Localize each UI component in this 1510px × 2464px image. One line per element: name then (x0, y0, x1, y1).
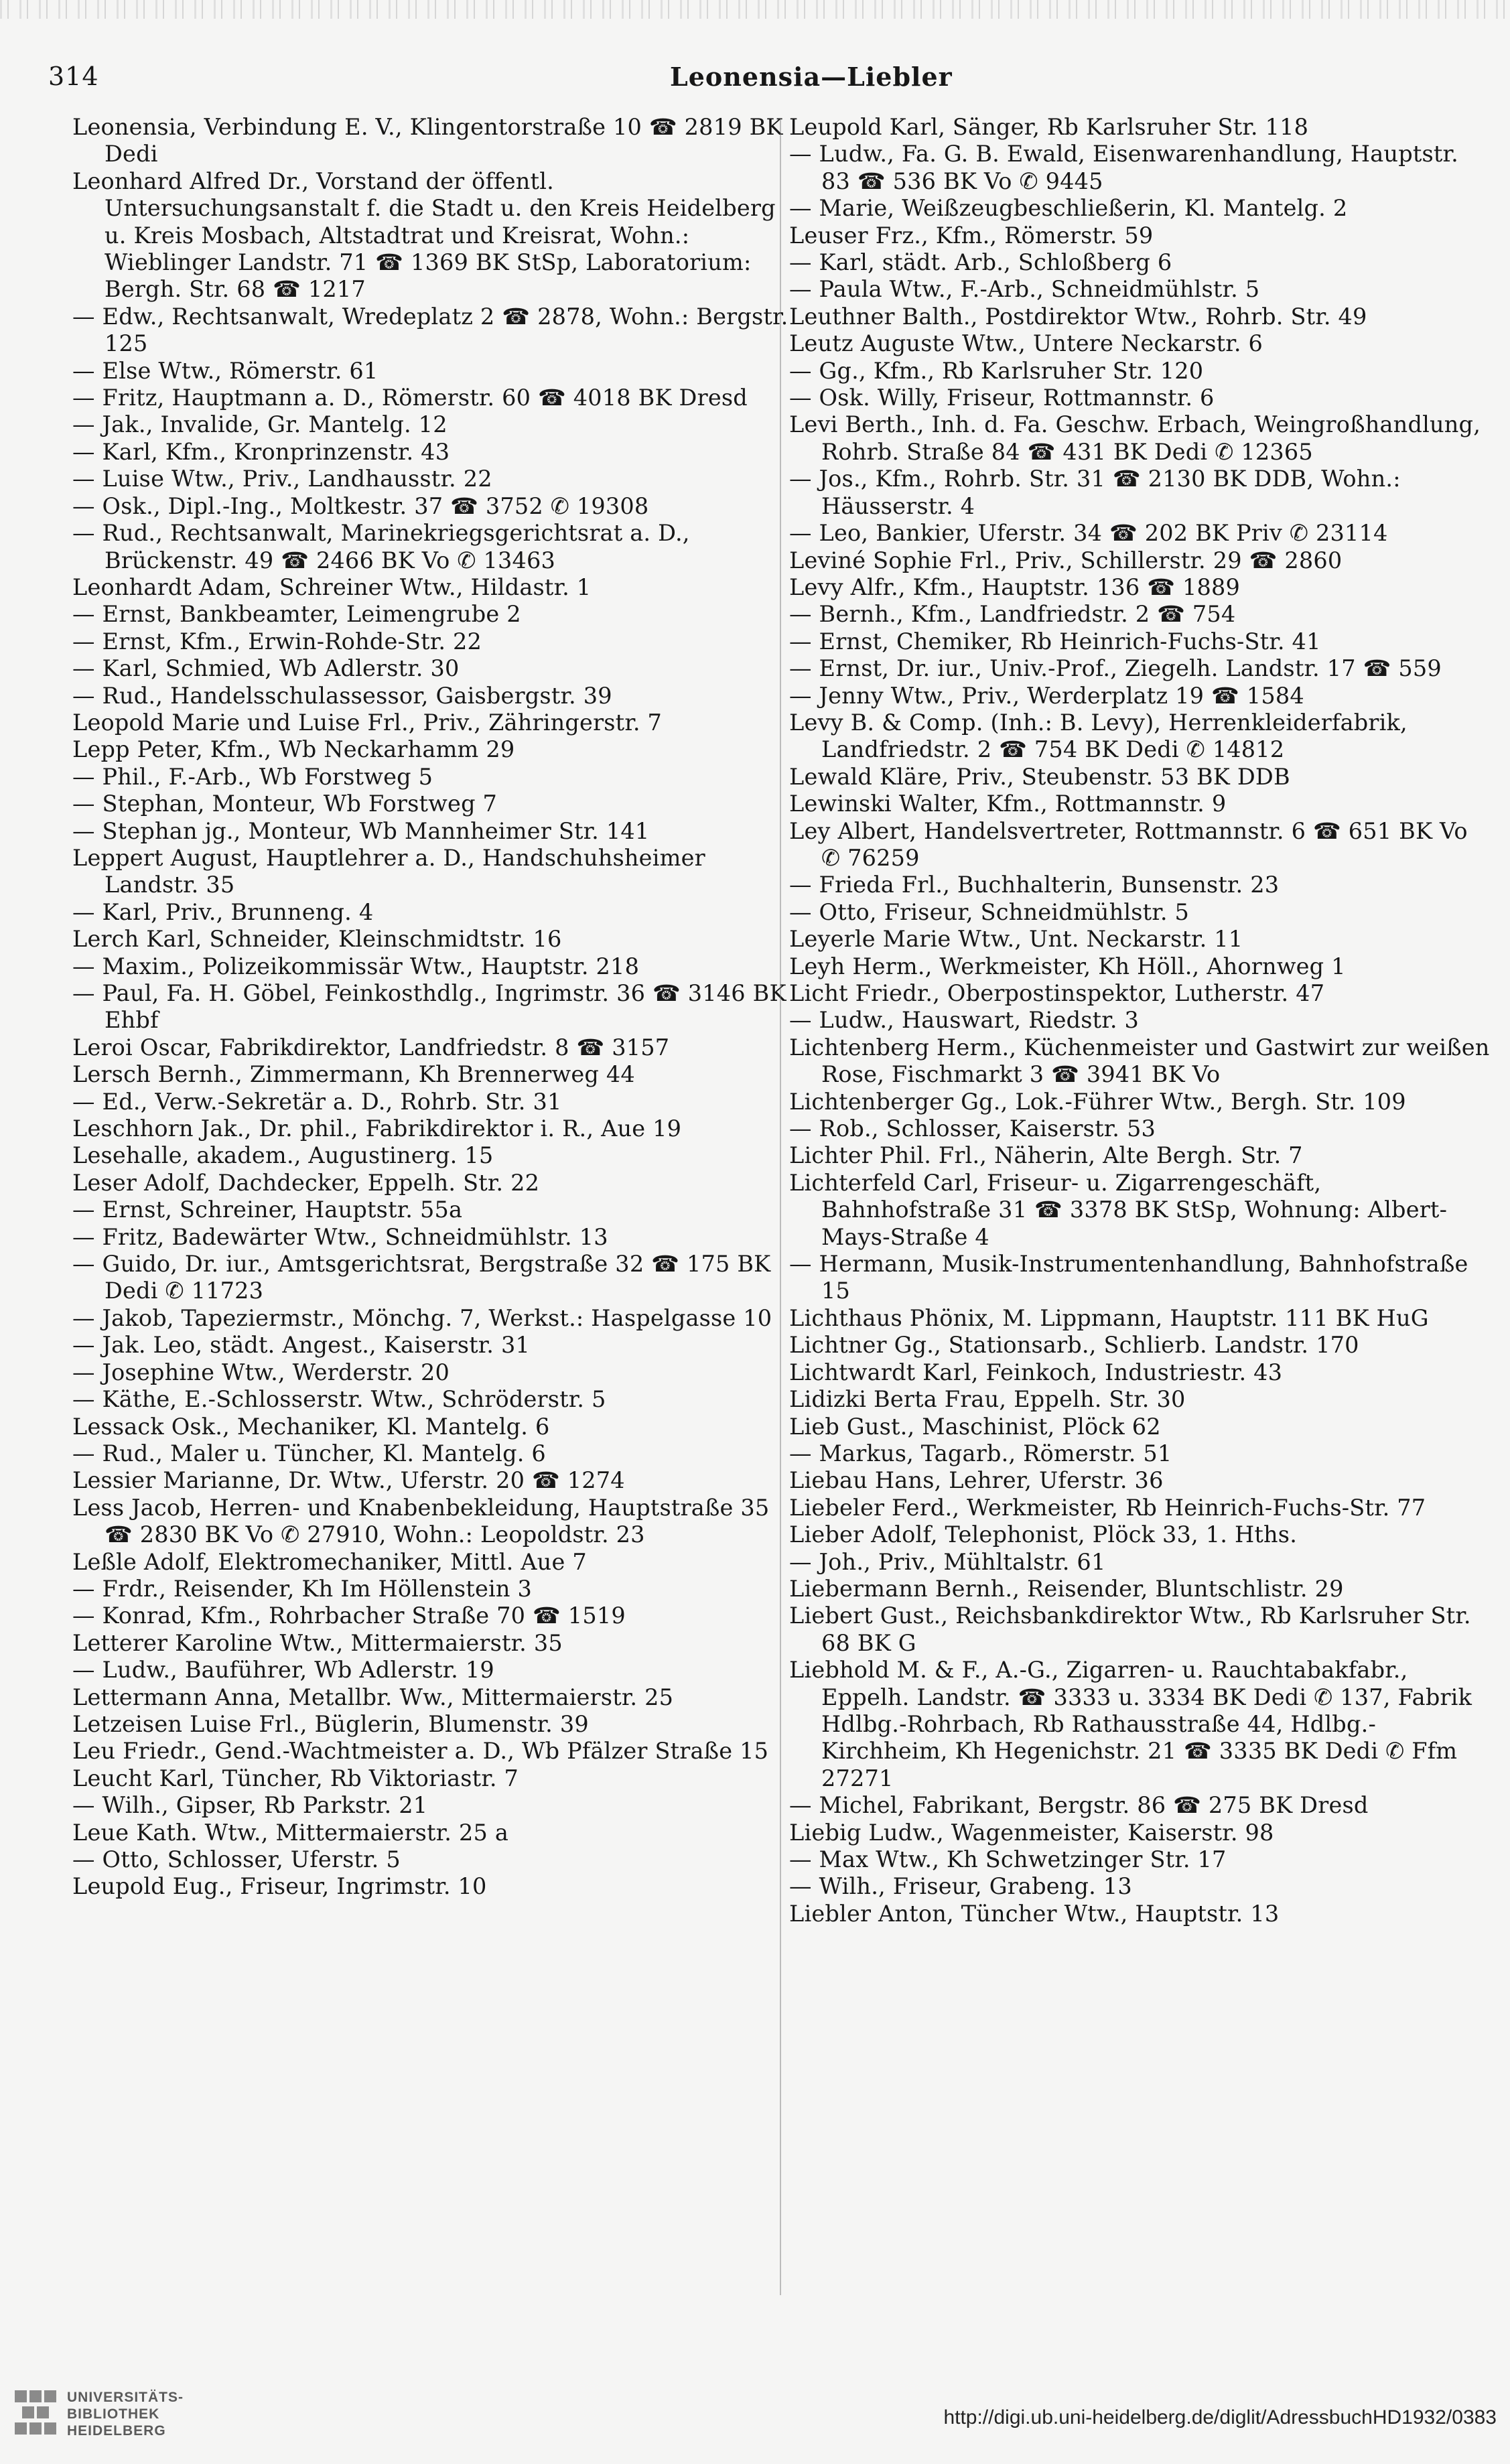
library-logo (15, 2385, 256, 2445)
directory-entry: Leutz Auguste Wtw., Untere Neckarstr. 6 (789, 330, 1263, 357)
directory-entry: — Guido, Dr. iur., Amtsgerichtsrat, Bergstraße 32 ☎ 175 BK Dedi ✆ 11723 (72, 1251, 771, 1304)
directory-entry: Lidizki Berta Frau, Eppelh. Str. 30 (789, 1386, 1186, 1413)
directory-entry: — Paula Wtw., F.-Arb., Schneidmühlstr. 5 (789, 276, 1260, 303)
directory-entry: — Luise Wtw., Priv., Landhausstr. 22 (72, 466, 492, 492)
directory-entry: Liebeler Ferd., Werkmeister, Rb Heinrich-Fuchs-Str. 77 (789, 1494, 1426, 1521)
directory-entry: — Ludw., Bauführer, Wb Adlerstr. 19 (72, 1657, 494, 1684)
directory-entry: Liebler Anton, Tüncher Wtw., Hauptstr. 13 (789, 1900, 1280, 1927)
directory-entry: Lieb Gust., Maschinist, Plöck 62 (789, 1413, 1161, 1440)
directory-entry: Lessack Osk., Mechaniker, Kl. Mantelg. 6 (72, 1413, 550, 1440)
directory-entry: Less Jacob, Herren- und Knabenbekleidung, Hauptstraße 35 ☎ 2830 BK Vo ✆ 27910, Wohn.: Leopoldstr. 23 (72, 1494, 770, 1548)
directory-entry: Lichtenberg Herm., Küchenmeister und Gastwirt zur weißen Rose, Fischmarkt 3 ☎ 3941 BK Vo (789, 1034, 1490, 1088)
directory-entry: Leonensia, Verbindung E. V., Klingentorstraße 10 ☎ 2819 BK Dedi (72, 114, 783, 167)
directory-entry: — Else Wtw., Römerstr. 61 (72, 357, 379, 384)
directory-entry: Levy Alfr., Kfm., Hauptstr. 136 ☎ 1889 (789, 573, 1241, 600)
directory-entry: Lesehalle, akadem., Augustinerg. 15 (72, 1142, 494, 1169)
directory-entry: — Konrad, Kfm., Rohrbacher Straße 70 ☎ 1519 (72, 1602, 626, 1629)
directory-entry: Lewinski Walter, Kfm., Rottmannstr. 9 (789, 791, 1227, 817)
source-url-link[interactable]: http://digi.ub.uni-heidelberg.de/diglit/AdressbuchHD1932/0383 (943, 2406, 1497, 2428)
directory-entry: — Otto, Friseur, Schneidmühlstr. 5 (789, 898, 1190, 925)
directory-entry: — Ludw., Fa. G. B. Ewald, Eisenwarenhandlung, Hauptstr. 83 ☎ 536 BK Vo ✆ 9445 (789, 141, 1458, 194)
directory-entry: — Maxim., Polizeikommissär Wtw., Hauptstr. 218 (72, 953, 640, 979)
directory-entry: — Rud., Rechtsanwalt, Marinekriegsgerichtsrat a. D., Brückenstr. 49 ☎ 2466 BK Vo ✆ 13463 (72, 520, 690, 573)
directory-entry: Lichterfeld Carl, Friseur- u. Zigarrengeschäft, Bahnhofstraße 31 ☎ 3378 BK StSp, Wohnung: Albert-Mays-Straße 4 (789, 1169, 1448, 1250)
directory-entry: — Wilh., Gipser, Rb Parkstr. 21 (72, 1792, 428, 1819)
column-divider (780, 118, 781, 2295)
directory-entry: — Karl, Schmied, Wb Adlerstr. 30 (72, 655, 460, 682)
directory-entry: — Rob., Schlosser, Kaiserstr. 53 (789, 1115, 1156, 1142)
directory-entry: Liebert Gust., Reichsbankdirektor Wtw., Rb Karlsruher Str. 68 BK G (789, 1602, 1471, 1656)
directory-entry: Leschhorn Jak., Dr. phil., Fabrikdirektor i. R., Aue 19 (72, 1115, 682, 1142)
directory-entry: — Karl, städt. Arb., Schloßberg 6 (789, 249, 1172, 276)
directory-entry: — Karl, Priv., Brunneng. 4 (72, 898, 374, 925)
directory-entry: Leopold Marie und Luise Frl., Priv., Zähringerstr. 7 (72, 709, 663, 736)
directory-entry: Liebau Hans, Lehrer, Uferstr. 36 (789, 1467, 1164, 1494)
left-column (72, 114, 796, 1901)
directory-entry: Leucht Karl, Tüncher, Rb Viktoriastr. 7 (72, 1765, 519, 1791)
directory-entry: — Stephan, Monteur, Wb Forstweg 7 (72, 791, 498, 817)
directory-entry: — Phil., F.-Arb., Wb Forstweg 5 (72, 763, 433, 790)
directory-entry: Leonhardt Adam, Schreiner Wtw., Hildastr. 1 (72, 573, 592, 600)
directory-entry: — Ernst, Kfm., Erwin-Rohde-Str. 22 (72, 628, 482, 655)
directory-entry: Leßle Adolf, Elektromechaniker, Mittl. Aue 7 (72, 1548, 587, 1575)
directory-entry: — Edw., Rechtsanwalt, Wredeplatz 2 ☎ 2878, Wohn.: Bergstr. 125 (72, 303, 788, 357)
directory-entry: — Ed., Verw.-Sekretär a. D., Rohrb. Str. 31 (72, 1088, 562, 1115)
directory-entry: — Frdr., Reisender, Kh Im Höllenstein 3 (72, 1575, 533, 1602)
directory-entry: Leuthner Balth., Postdirektor Wtw., Rohrb. Str. 49 (789, 303, 1367, 330)
right-column (789, 114, 1493, 1927)
running-head: Leonensia—Liebler (670, 62, 953, 92)
directory-entry: — Leo, Bankier, Uferstr. 34 ☎ 202 BK Priv ✆ 23114 (789, 520, 1388, 547)
directory-entry: Lichtenberger Gg., Lok.-Führer Wtw., Bergh. Str. 109 (789, 1088, 1406, 1115)
page-header (0, 62, 1510, 102)
library-logo-text (67, 2389, 184, 2439)
directory-entry: Leyh Herm., Werkmeister, Kh Höll., Ahornweg 1 (789, 953, 1346, 979)
scan-edge (0, 0, 1510, 19)
directory-entry: — Jak. Leo, städt. Angest., Kaiserstr. 31 (72, 1332, 531, 1359)
directory-entry: — Gg., Kfm., Rb Karlsruher Str. 120 (789, 357, 1204, 384)
directory-entry: Leppert August, Hauptlehrer a. D., Handschuhsheimer Landstr. 35 (72, 844, 705, 898)
directory-entry: Lessier Marianne, Dr. Wtw., Uferstr. 20 ☎ 1274 (72, 1467, 625, 1494)
directory-entry: Liebermann Bernh., Reisender, Bluntschlistr. 29 (789, 1575, 1344, 1602)
directory-entry: — Fritz, Badewärter Wtw., Schneidmühlstr. 13 (72, 1223, 608, 1250)
directory-entry: Leroi Oscar, Fabrikdirektor, Landfriedstr. 8 ☎ 3157 (72, 1034, 670, 1060)
directory-entry: — Fritz, Hauptmann a. D., Römerstr. 60 ☎ 4018 BK Dresd (72, 385, 748, 411)
directory-entry: — Markus, Tagarb., Römerstr. 51 (789, 1440, 1172, 1466)
directory-entry: Leser Adolf, Dachdecker, Eppelh. Str. 22 (72, 1169, 540, 1196)
directory-entry: — Jak., Invalide, Gr. Mantelg. 12 (72, 411, 448, 438)
directory-entry: — Otto, Schlosser, Uferstr. 5 (72, 1846, 401, 1872)
directory-entry: Lepp Peter, Kfm., Wb Neckarhamm 29 (72, 736, 515, 763)
directory-entry: Leyerle Marie Wtw., Unt. Neckarstr. 11 (789, 926, 1243, 953)
directory-entry: Leu Friedr., Gend.-Wachtmeister a. D., Wb Pfälzer Straße 15 (72, 1738, 769, 1765)
library-logo-mark (15, 2390, 56, 2439)
directory-entry: Lersch Bernh., Zimmermann, Kh Brennerweg 44 (72, 1061, 635, 1088)
directory-entry: — Ernst, Schreiner, Hauptstr. 55a (72, 1196, 463, 1223)
directory-entry: — Paul, Fa. H. Göbel, Feinkosthdlg., Ingrimstr. 36 ☎ 3146 BK Ehbf (72, 980, 786, 1034)
directory-entry: — Ernst, Chemiker, Rb Heinrich-Fuchs-Str. 41 (789, 628, 1321, 655)
directory-entry: — Michel, Fabrikant, Bergstr. 86 ☎ 275 BK Dresd (789, 1792, 1369, 1819)
logo-line-3: HEIDELBERG (67, 2423, 166, 2439)
directory-entry: Leviné Sophie Frl., Priv., Schillerstr. 29 ☎ 2860 (789, 547, 1343, 573)
directory-entry: — Käthe, E.-Schlosserstr. Wtw., Schröderstr. 5 (72, 1386, 606, 1413)
directory-entry: — Ernst, Dr. iur., Univ.-Prof., Ziegelh. Landstr. 17 ☎ 559 (789, 655, 1442, 682)
directory-entry: — Ernst, Bankbeamter, Leimengrube 2 (72, 601, 521, 628)
directory-entry: — Marie, Weißzeugbeschließerin, Kl. Mantelg. 2 (789, 195, 1348, 222)
directory-entry: — Ludw., Hauswart, Riedstr. 3 (789, 1007, 1140, 1034)
directory-entry: — Karl, Kfm., Kronprinzenstr. 43 (72, 438, 450, 465)
directory-entry: Lichthaus Phönix, M. Lippmann, Hauptstr. 111 BK HuG (789, 1304, 1429, 1331)
directory-entry: — Wilh., Friseur, Grabeng. 13 (789, 1873, 1132, 1900)
directory-entry: Levy B. & Comp. (Inh.: B. Levy), Herrenkleiderfabrik, Landfriedstr. 2 ☎ 754 BK Dedi ✆ 14812 (789, 709, 1408, 763)
directory-entry: Leupold Eug., Friseur, Ingrimstr. 10 (72, 1873, 487, 1900)
directory-entry: Licht Friedr., Oberpostinspektor, Lutherstr. 47 (789, 980, 1325, 1006)
directory-entry: — Bernh., Kfm., Landfriedstr. 2 ☎ 754 (789, 601, 1236, 628)
directory-entry: Lerch Karl, Schneider, Kleinschmidtstr. 16 (72, 926, 562, 953)
directory-entry: Lichtner Gg., Stationsarb., Schlierb. Landstr. 170 (789, 1332, 1359, 1359)
directory-entry: Lichtwardt Karl, Feinkoch, Industriestr. 43 (789, 1359, 1283, 1385)
directory-entry: — Jenny Wtw., Priv., Werderplatz 19 ☎ 1584 (789, 682, 1304, 709)
directory-entry: — Frieda Frl., Buchhalterin, Bunsenstr. 23 (789, 872, 1280, 898)
directory-entry: Lieber Adolf, Telephonist, Plöck 33, 1. Hths. (789, 1521, 1298, 1548)
directory-entry: Leuser Frz., Kfm., Römerstr. 59 (789, 222, 1154, 249)
directory-entry: — Rud., Maler u. Tüncher, Kl. Mantelg. 6 (72, 1440, 546, 1466)
directory-entry: Liebig Ludw., Wagenmeister, Kaiserstr. 98 (789, 1819, 1274, 1846)
directory-entry: — Jos., Kfm., Rohrb. Str. 31 ☎ 2130 BK DDB, Wohn.: Häusserstr. 4 (789, 466, 1401, 519)
page-number: 314 (48, 62, 99, 91)
directory-entry: — Jakob, Tapeziermstr., Mönchg. 7, Werkst.: Haspelgasse 10 (72, 1304, 772, 1331)
directory-entry: — Hermann, Musik-Instrumentenhandlung, Bahnhofstraße 15 (789, 1251, 1468, 1304)
directory-entry: Leupold Karl, Sänger, Rb Karlsruher Str. 118 (789, 114, 1309, 140)
directory-entry: Ley Albert, Handelsvertreter, Rottmannstr. 6 ☎ 651 BK Vo ✆ 76259 (789, 817, 1468, 871)
directory-entry: Leue Kath. Wtw., Mittermaierstr. 25 a (72, 1819, 508, 1846)
logo-line-1: UNIVERSITÄTS- (67, 2390, 184, 2405)
directory-entry: — Josephine Wtw., Werderstr. 20 (72, 1359, 450, 1385)
directory-entry: Leonhard Alfred Dr., Vorstand der öffentl. Untersuchungsanstalt f. die Stadt u. den Kreis Heidelberg u. Kreis Mosbach, Altstadtrat und Kreisrat, Wohn.: Wieblinger Landstr. 71 ☎ 1369 BK StSp, Laboratorium: Bergh. Str. 68 ☎ 1217 (72, 167, 776, 303)
directory-entry: — Joh., Priv., Mühltalstr. 61 (789, 1548, 1106, 1575)
logo-line-2: BIBLIOTHEK (67, 2406, 160, 2422)
directory-entry: — Osk. Willy, Friseur, Rottmannstr. 6 (789, 385, 1215, 411)
directory-entry: Letzeisen Luise Frl., Büglerin, Blumenstr. 39 (72, 1710, 589, 1737)
directory-entry: — Osk., Dipl.-Ing., Moltkestr. 37 ☎ 3752 ✆ 19308 (72, 492, 649, 519)
directory-entry: — Stephan jg., Monteur, Wb Mannheimer Str. 141 (72, 817, 650, 844)
directory-entry: Letterer Karoline Wtw., Mittermaierstr. 35 (72, 1629, 563, 1656)
directory-entry: Levi Berth., Inh. d. Fa. Geschw. Erbach, Weingroßhandlung, Rohrb. Straße 84 ☎ 431 BK Dedi ✆ 12365 (789, 411, 1481, 465)
directory-entry: Lichter Phil. Frl., Näherin, Alte Bergh. Str. 7 (789, 1142, 1303, 1169)
directory-entry: — Max Wtw., Kh Schwetzinger Str. 17 (789, 1846, 1227, 1872)
directory-entry: Lewald Kläre, Priv., Steubenstr. 53 BK DDB (789, 763, 1290, 790)
directory-entry: Lettermann Anna, Metallbr. Ww., Mittermaierstr. 25 (72, 1684, 674, 1710)
directory-entry: Liebhold M. & F., A.-G., Zigarren- u. Rauchtabakfabr., Eppelh. Landstr. ☎ 3333 u. 3334 BK Dedi ✆ 137, Fabrik Hdlbg.-Rohrbach, Rb Rathausstraße 44, Hdlbg.-Kirchheim, Kh Hegenichstr. 21 ☎ 3335 BK Dedi ✆ Ffm 27271 (789, 1657, 1472, 1791)
directory-entry: — Rud., Handelsschulassessor, Gaisbergstr. 39 (72, 682, 612, 709)
